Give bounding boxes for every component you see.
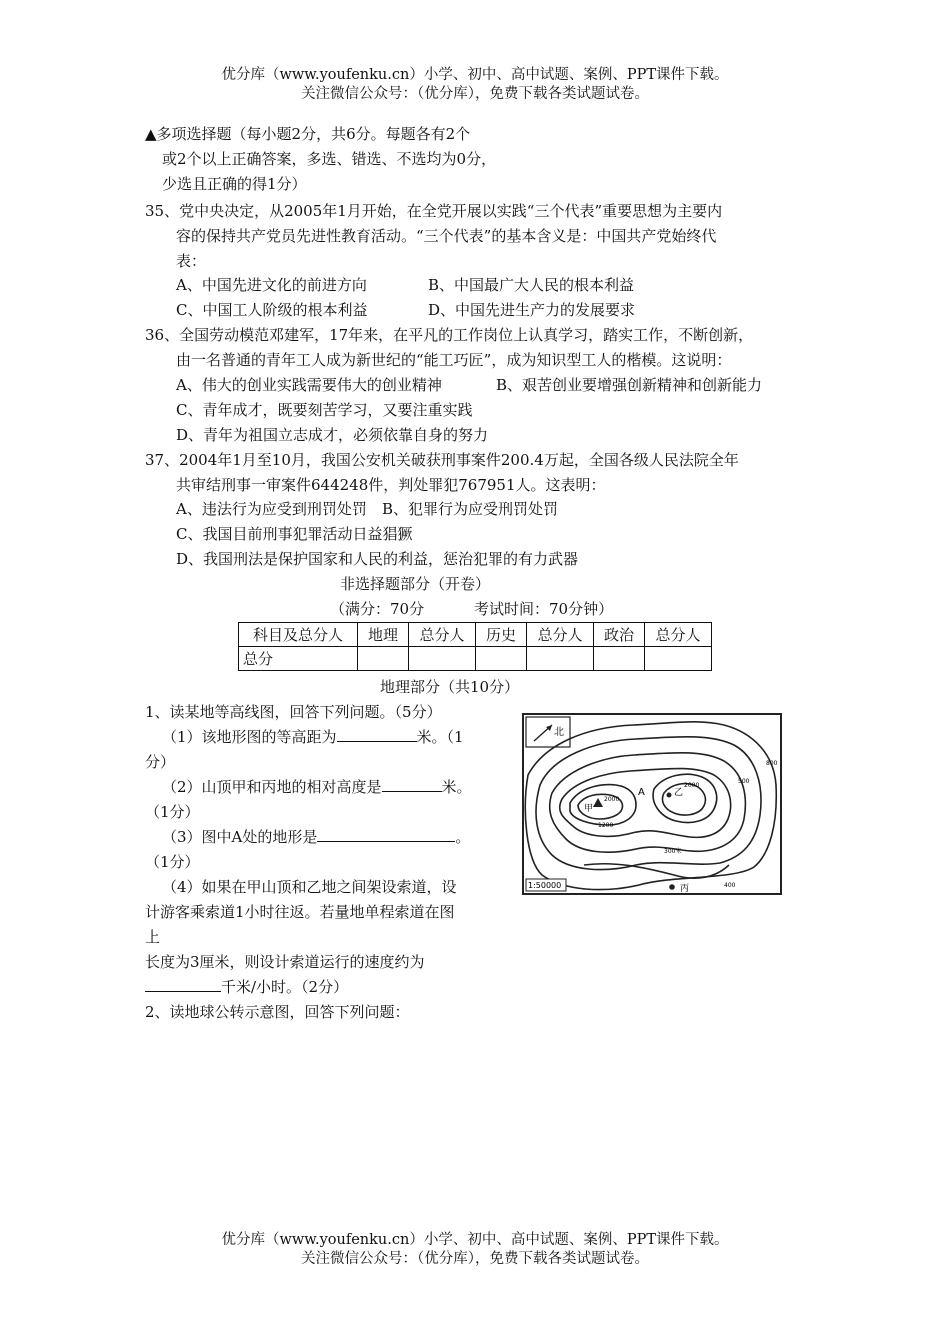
q36-option-c: C、青年成才，既要刻苦学习，又要注重实践 [176, 401, 473, 419]
score-cell-empty[interactable] [409, 647, 476, 671]
geo-q1-1-text: （1）该地形图的等高距为 [162, 728, 337, 746]
answer-blank[interactable] [382, 777, 442, 792]
height-label: 800 [766, 760, 778, 767]
multi-section-line3: 少选且正确的得1分） [162, 175, 307, 193]
score-header-cell: 历史 [476, 623, 527, 647]
scale-label: 1:50000 [528, 881, 562, 890]
answer-blank[interactable] [145, 977, 221, 992]
score-cell-empty[interactable] [358, 647, 409, 671]
q35-option-b: B、中国最广大人民的根本利益 [428, 276, 635, 294]
geo-q1-4-line2: 计游客乘索道1小时往返。若量地单程索道在图 [145, 903, 455, 921]
score-cell-empty[interactable] [527, 647, 594, 671]
height-label: 2000 [684, 782, 700, 789]
q37-option-c: C、我国目前刑事犯罪活动日益猖獗 [176, 525, 413, 543]
geo-q1-2 [162, 777, 472, 797]
score-table-header-row [239, 623, 712, 647]
geo-q1-1-score: 分） [145, 753, 176, 771]
geo-q1-4-line1: （4）如果在甲山顶和乙地之间架设索道，设 [162, 878, 457, 896]
q37-option-a: A、违法行为应受到刑罚处罚 [176, 500, 367, 518]
point-yi-icon [667, 793, 672, 798]
point-bing-icon [669, 884, 675, 890]
geo-q1-4-line4: 长度为3厘米，则设计索道运行的速度约为 [145, 953, 425, 971]
geo-q2-stem: 2、读地球公转示意图，回答下列问题： [145, 1003, 410, 1021]
height-label: 400 [724, 882, 736, 889]
q36-option-b: B、艰苦创业要增强创新精神和创新能力 [496, 376, 763, 394]
q35-option-c: C、中国工人阶级的根本利益 [176, 301, 368, 319]
height-label: 1200 [598, 822, 614, 829]
q35-option-d: D、中国先进生产力的发展要求 [428, 301, 636, 319]
contour-map [522, 713, 782, 895]
page-header-line1: 优分库（www.youfenku.cn）小学、初中、高中试题、案例、PPT课件下载。 [221, 67, 729, 83]
nonchoice-exam-time: 考试时间：70分钟） [474, 600, 614, 618]
height-label: 2000 [604, 796, 620, 803]
q35-option-a: A、中国先进文化的前进方向 [176, 276, 367, 294]
label-jia: 甲 [584, 804, 594, 814]
q35-stem-line1: 35、党中央决定，从2005年1月开始，在全党开展以实践“三个代表”重要思想为主要内 [145, 202, 723, 220]
score-header-cell: 总分人 [645, 623, 712, 647]
multi-section-line2: 或2个以上正确答案，多选、错选、不选均为0分， [162, 150, 497, 168]
q36-option-a: A、伟大的创业实践需要伟大的创业精神 [176, 376, 442, 394]
score-cell-empty[interactable] [594, 647, 645, 671]
height-label: 500 [738, 778, 750, 785]
contour-map-svg [524, 715, 780, 893]
score-table [238, 622, 712, 671]
q35-stem-line3: 表： [176, 252, 207, 270]
score-table-total-row [239, 647, 712, 671]
geo-q1-4-suffix: 千米/小时。（2分） [221, 978, 349, 996]
score-header-cell: 政治 [594, 623, 645, 647]
page-footer-line2: 关注微信公众号：（优分库），免费下载各类试题试卷。 [301, 1251, 649, 1267]
north-label: 北 [554, 727, 564, 738]
q37-stem-line2: 共审结刑事一审案件644248件，判处罪犯767951人。这表明： [176, 476, 606, 494]
height-label: 300米 [664, 848, 682, 855]
score-header-cell: 科目及总分人 [239, 623, 358, 647]
nonchoice-title: 非选择题部分（开卷） [340, 575, 491, 593]
geo-q1-3 [162, 827, 470, 847]
geo-q1-4-line5 [145, 977, 348, 997]
geo-q1-2-suffix: 米。 [441, 778, 472, 796]
score-cell-empty[interactable] [645, 647, 712, 671]
q37-stem-line1: 37、2004年1月至10月，我国公安机关破获刑事案件200.4万起，全国各级人民法院全年 [145, 451, 739, 469]
label-yi: 乙 [674, 788, 684, 798]
label-bing: 丙 [680, 884, 690, 893]
answer-blank[interactable] [317, 827, 455, 842]
geo-title: 地理部分（共10分） [380, 678, 520, 696]
nonchoice-full-score: （满分：70分 [330, 600, 425, 618]
score-header-cell: 总分人 [527, 623, 594, 647]
geo-q1-1-suffix: 米。（1 [416, 728, 464, 746]
q37-option-d: D、我国刑法是保护国家和人民的利益，惩治犯罪的有力武器 [176, 550, 579, 568]
score-cell-empty[interactable] [476, 647, 527, 671]
q37-option-b: B、犯罪行为应受刑罚处罚 [382, 500, 559, 518]
multi-section-line1: ▲多项选择题（每小题2分，共6分。每题各有2个 [145, 125, 471, 143]
geo-q1-3-score: （1分） [145, 853, 200, 871]
q36-option-d: D、青年为祖国立志成才，必须依靠自身的努力 [176, 426, 489, 444]
score-header-cell: 总分人 [409, 623, 476, 647]
label-A: A [638, 787, 645, 798]
q36-stem-line1: 36、全国劳动模范邓建军，17年来，在平凡的工作岗位上认真学习，踏实工作，不断创新， [145, 326, 754, 344]
score-total-label: 总分 [239, 647, 358, 671]
q35-stem-line2: 容的保持共产党员先进性教育活动。“三个代表”的基本含义是：中国共产党始终代 [176, 227, 717, 245]
answer-blank[interactable] [337, 727, 417, 742]
summit-jia-icon [593, 798, 603, 807]
geo-q1-stem: 1、读某地等高线图，回答下列问题。（5分） [145, 703, 442, 721]
geo-q1-3-text: （3）图中A处的地形是 [162, 828, 318, 846]
geo-q1-2-text: （2）山顶甲和丙地的相对高度是 [162, 778, 382, 796]
geo-q1-4-line3: 上 [145, 928, 161, 946]
geo-q1-1 [162, 727, 464, 747]
geo-q1-2-score: （1分） [145, 803, 200, 821]
page-footer-line1: 优分库（www.youfenku.cn）小学、初中、高中试题、案例、PPT课件下载。 [221, 1232, 729, 1248]
score-header-cell: 地理 [358, 623, 409, 647]
page-header-line2: 关注微信公众号：（优分库），免费下载各类试题试卷。 [301, 86, 649, 102]
q36-stem-line2: 由一名普通的青年工人成为新世纪的“能工巧匠”，成为知识型工人的楷模。这说明： [176, 351, 732, 369]
geo-q1-3-suffix: 。 [455, 828, 471, 846]
